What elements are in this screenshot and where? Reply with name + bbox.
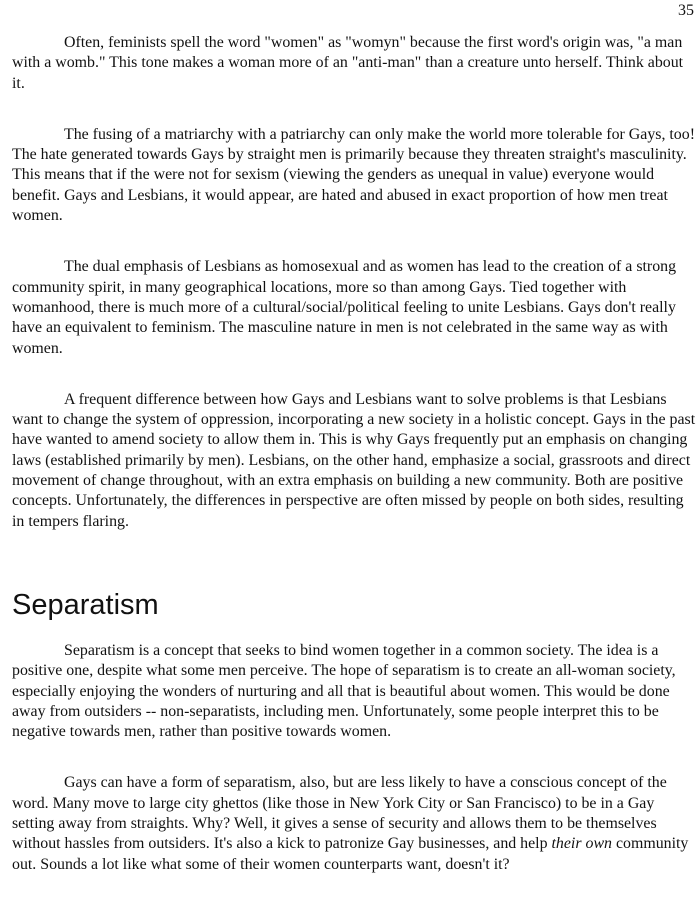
paragraph-text-end: community out. Sounds a lot like what some of their women counterparts want, doesn't it? — [12, 835, 689, 873]
section-heading-separatism: Separatism — [12, 588, 159, 621]
document-body — [12, 33, 696, 875]
paragraph-womyn: Often, feminists spell the word "women" as "womyn" because the first word's origin was, "a man with a womb." This tone makes a woman more of an "anti-man" than a creature unto herself. Think about it. — [12, 34, 684, 92]
paragraph-dual-emphasis: The dual emphasis of Lesbians as homosexual and as women has lead to the creation of a strong community spirit, in many geographical locations, more so than among Gays. Tied together with womanhood, there is much more of a cultural/social/political feeling to unite Lesbians. Gays don't really have an equivalent to feminism. The masculine nature in men is not celebrated in the same way as with women. — [12, 258, 677, 357]
paragraph-gay-separatism — [12, 773, 696, 874]
paragraph-separatism-concept: Separatism is a concept that seeks to bind women together in a common society. The idea is a positive one, despite what some men perceive. The hope of separatism is to create an all-woman society, especially enjoying the wonders of nurturing and all that is beautiful about women. This would be done away from outsiders -- non-separatists, including men. Unfortunately, some people interpret this to be negative towards men, rather than positive towards women. — [12, 641, 676, 741]
emphasis-their-own: their own — [551, 835, 612, 853]
paragraph-differences: A frequent difference between how Gays and Lesbians want to solve problems is that Lesbians want to change the system of oppression, incorporating a new society in a holistic concept. Gays in the past have wanted to amend society to allow them in. This is why Gays frequently put an emphasis on changing laws (established primarily by men). Lesbians, on the other hand, emphasize a social, grassroots and direct movement of change throughout, with an extra emphasis on building a new community. Both are positive concepts. Unfortunately, the differences in perspective are often missed by people on both sides, resulting in tempers flaring. — [12, 390, 696, 530]
paragraph-matriarchy: The fusing of a matriarchy with a patriarchy can only make the world more tolerable for Gays, too! The hate generated towards Gays by straight men is primarily because they threaten straight's masculinity. This means that if the were not for sexism (viewing the genders as unequal in value) everyone would benefit. Gays and Lesbians, it would appear, are hated and abused in exact proportion of how men treat women. — [12, 125, 695, 225]
page-number: 35 — [678, 2, 694, 19]
paragraph-text-start: Gays can have a form of separatism, also, but are less likely to have a conscious concept of the word. Many move to large city ghettos (like those in New York City or San Francisco) to be in a Gay setting away from straights. Why? Well, it gives a sense of security and allows them to be themselves without hassles from outsiders. It's also a kick to patronize Gay businesses, and help — [12, 774, 667, 853]
